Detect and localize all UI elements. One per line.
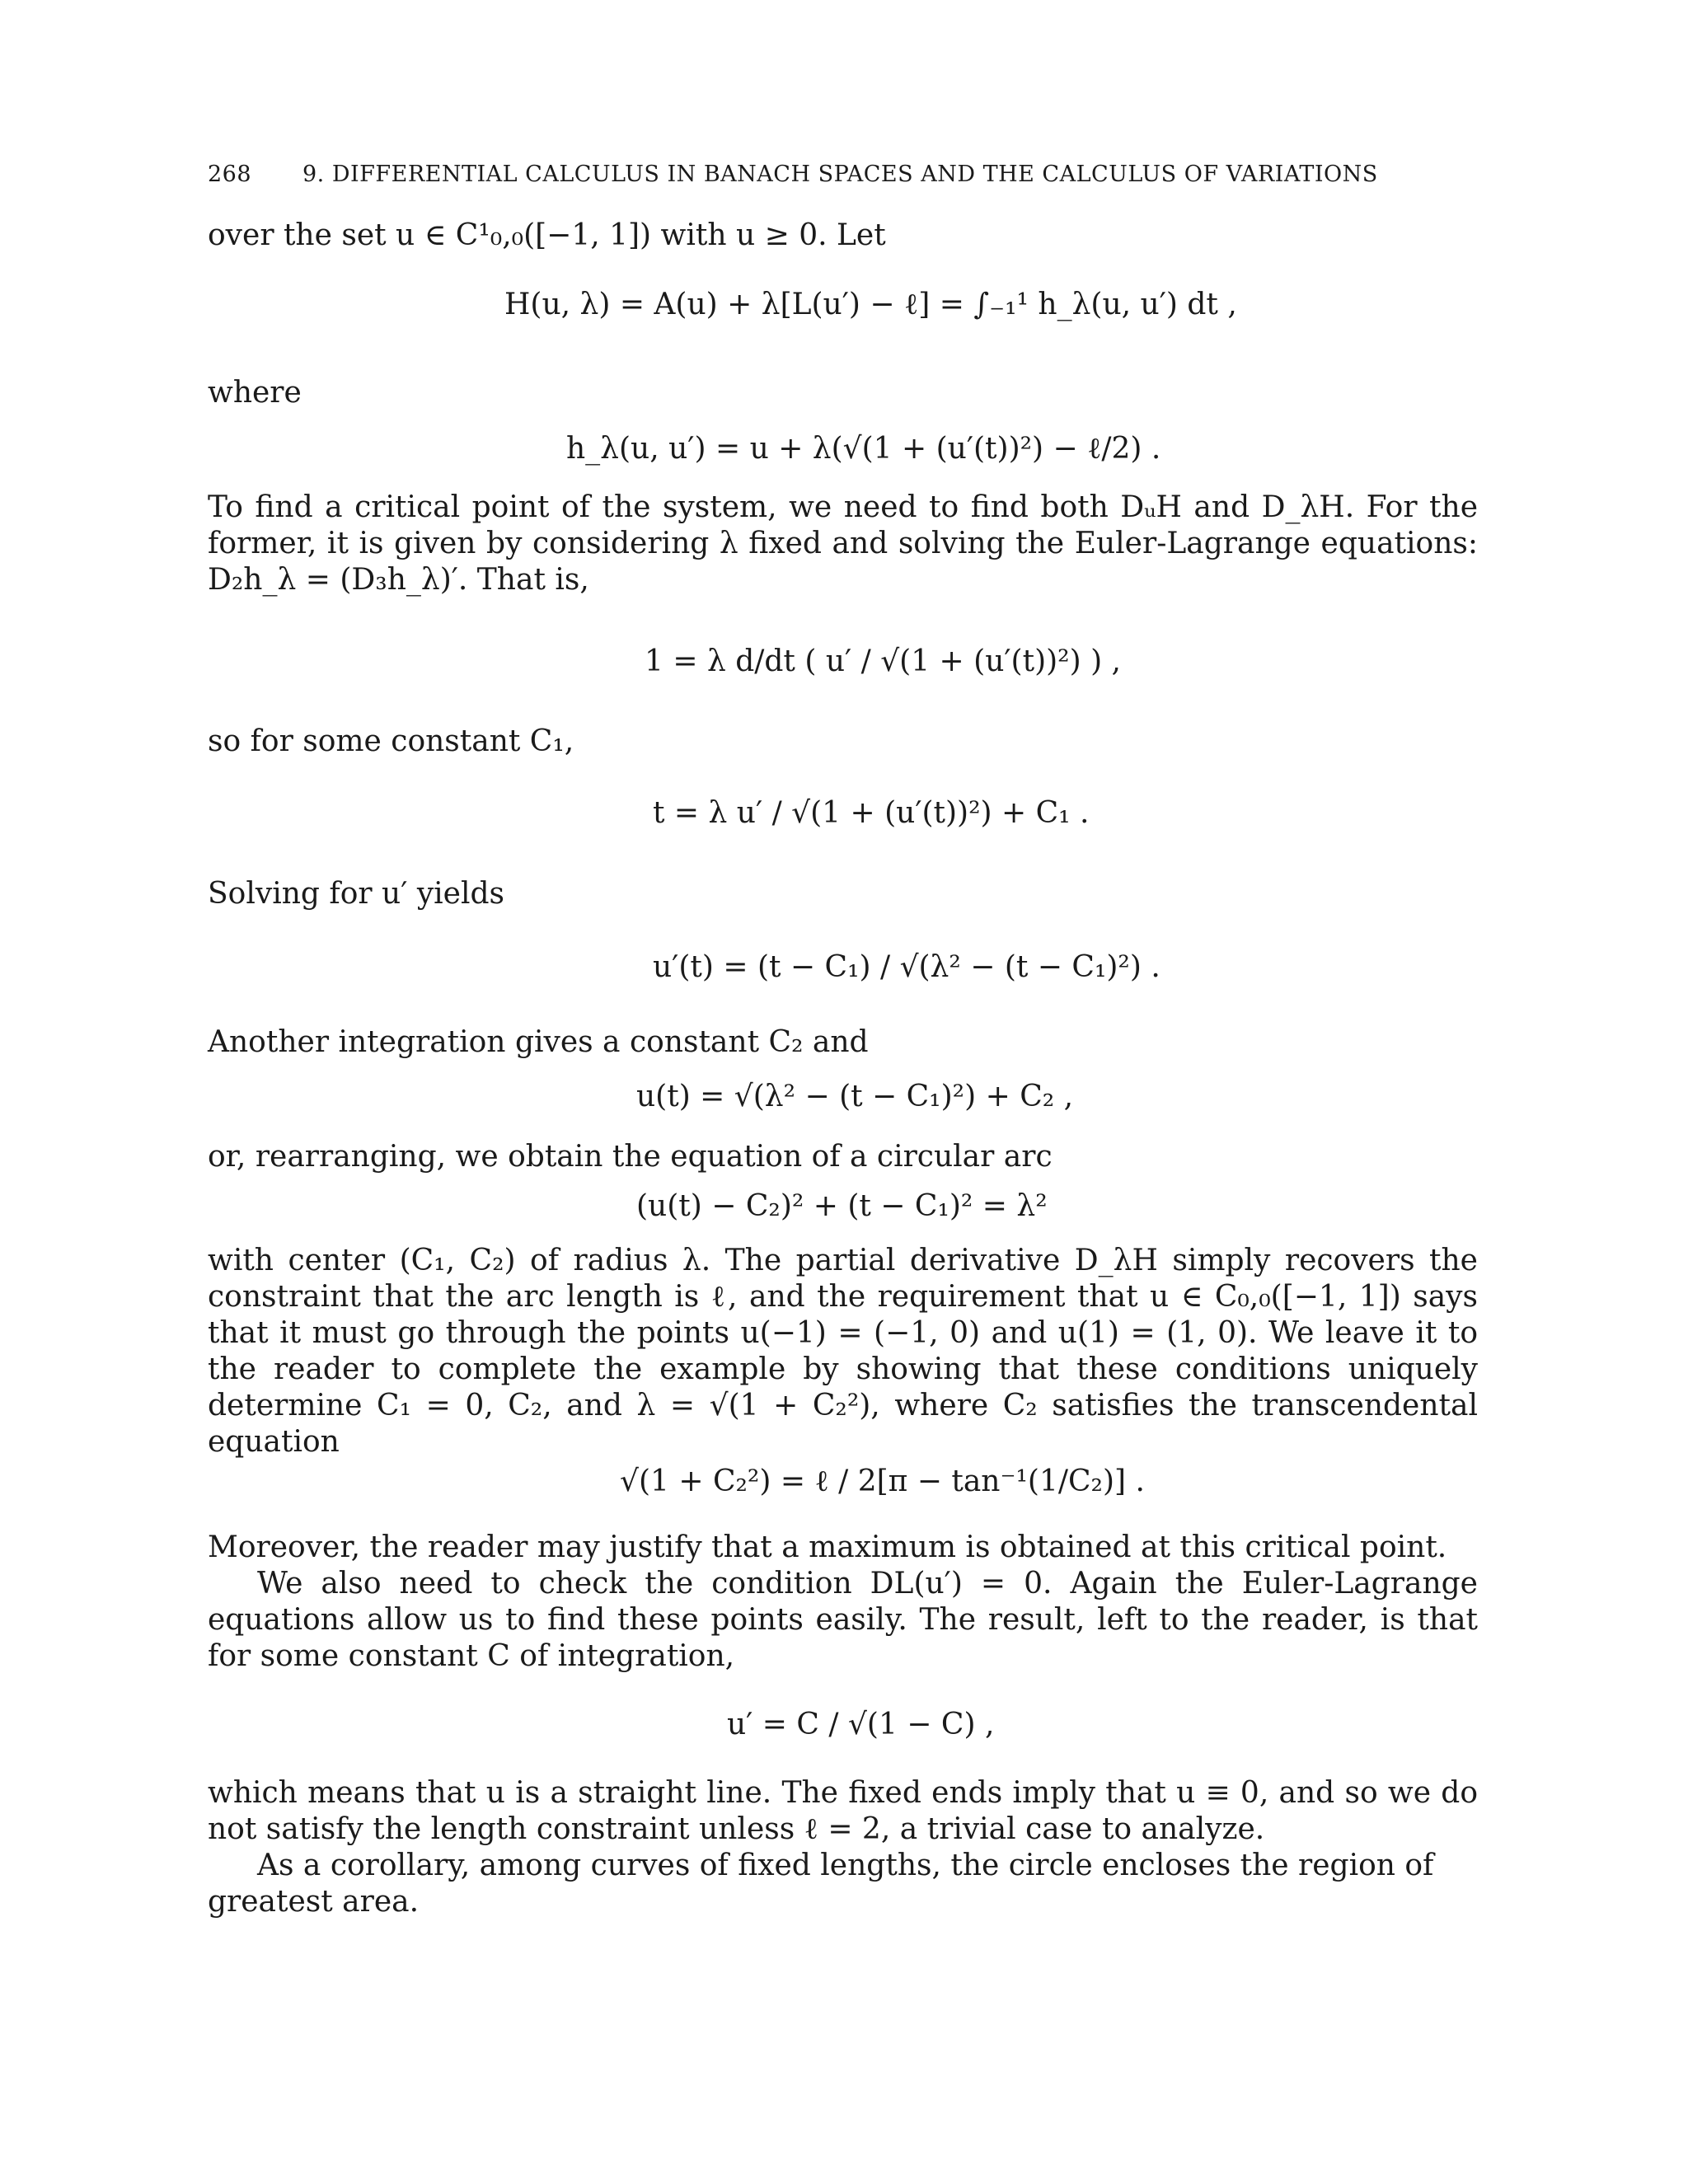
equation-t-text: t = λ u′ / √(1 + (u′(t))²) + C₁ .	[653, 796, 1090, 830]
equation-u-prime	[208, 923, 1478, 1014]
equation-u-text: u(t) = √(λ² − (t − C₁)²) + C₂ ,	[636, 1080, 1074, 1113]
equation-u-prime-C	[208, 1677, 1478, 1768]
paragraph-corollary: As a corollary, among curves of fixed lengths, the circle encloses the region of greatest area.	[208, 1849, 1434, 1919]
equation-u-prime-C-text: u′ = C / √(1 − C) ,	[727, 1708, 995, 1741]
equation-t	[208, 771, 1478, 861]
equation-euler-lagrange-text: 1 = λ d/dt ( u′ / √(1 + (u′(t))²) ) ,	[645, 644, 1122, 678]
equation-H-text: H(u, λ) = A(u) + λ[L(u′) − ℓ] = ∫₋₁¹ h_λ(u, u′) dt ,	[504, 288, 1237, 321]
equation-euler-lagrange	[208, 614, 1478, 713]
paragraph-moreover: Moreover, the reader may justify that a maximum is obtained at this critical point.	[208, 1530, 1447, 1564]
equation-circle	[208, 1185, 1478, 1235]
paragraph-another: Another integration gives a constant C₂ and	[208, 1025, 869, 1059]
equation-circle-text: (u(t) − C₂)² + (t − C₁)² = λ²	[636, 1189, 1048, 1223]
equation-H	[208, 264, 1478, 354]
running-title: 9. DIFFERENTIAL CALCULUS IN BANACH SPACES AND THE CALCULUS OF VARIATIONS	[302, 162, 1378, 187]
equation-transcendental	[208, 1434, 1478, 1525]
equation-u	[208, 1076, 1478, 1125]
running-header	[208, 162, 1478, 194]
equation-transcendental-text: √(1 + C₂²) = ℓ / 2[π − tan⁻¹(1/C₂)] .	[620, 1465, 1145, 1498]
equation-u-prime-text: u′(t) = (t − C₁) / √(λ² − (t − C₁)²) .	[653, 950, 1160, 984]
paragraph-we-also: We also need to check the condition DL(u′) = 0. Again the Euler-Lagrange equations allow us to find these points easily. The result, left to the reader, is that for some constant C of integration,	[208, 1567, 1478, 1673]
equation-h-lambda-text: h_λ(u, u′) = u + λ(√(1 + (u′(t))²) − ℓ/2) .	[566, 432, 1161, 466]
paragraph-solving: Solving for u′ yields	[208, 877, 505, 911]
paragraph-which-means: which means that u is a straight line. The fixed ends imply that u ≡ 0, and so we do not satisfy the length constraint unless ℓ = 2, a trivial case to analyze.	[208, 1776, 1478, 1846]
paragraph-where: where	[208, 376, 302, 410]
paragraph-so-for-some: so for some constant C₁,	[208, 724, 574, 758]
paragraph-critical-point: To find a critical point of the system, we need to find both DᵤH and D_λH. For the former, it is given by considering λ fixed and solving the Euler-Lagrange equations: D₂h_λ = (D₃h_λ)′. That is,	[208, 490, 1478, 597]
equation-h-lambda	[208, 424, 1478, 474]
paragraph-rearranging: or, rearranging, we obtain the equation of a circular arc	[208, 1140, 1053, 1174]
page-number: 268	[208, 162, 252, 187]
paragraph-center: with center (C₁, C₂) of radius λ. The partial derivative D_λH simply recovers the constraint that the arc length is ℓ, and the requirement that u ∈ C₀,₀([−1, 1]) says that it must go through the points u(−1) = (−1, 0) and u(1) = (1, 0). We leave it to the reader to complete the example by showing that these conditions uniquely determine C₁ = 0, C₂, and λ = √(1 + C₂²), where C₂ satisfies the transcendental equation	[208, 1244, 1478, 1459]
paragraph-over-set: over the set u ∈ C¹₀,₀([−1, 1]) with u ≥ 0. Let	[208, 218, 886, 252]
